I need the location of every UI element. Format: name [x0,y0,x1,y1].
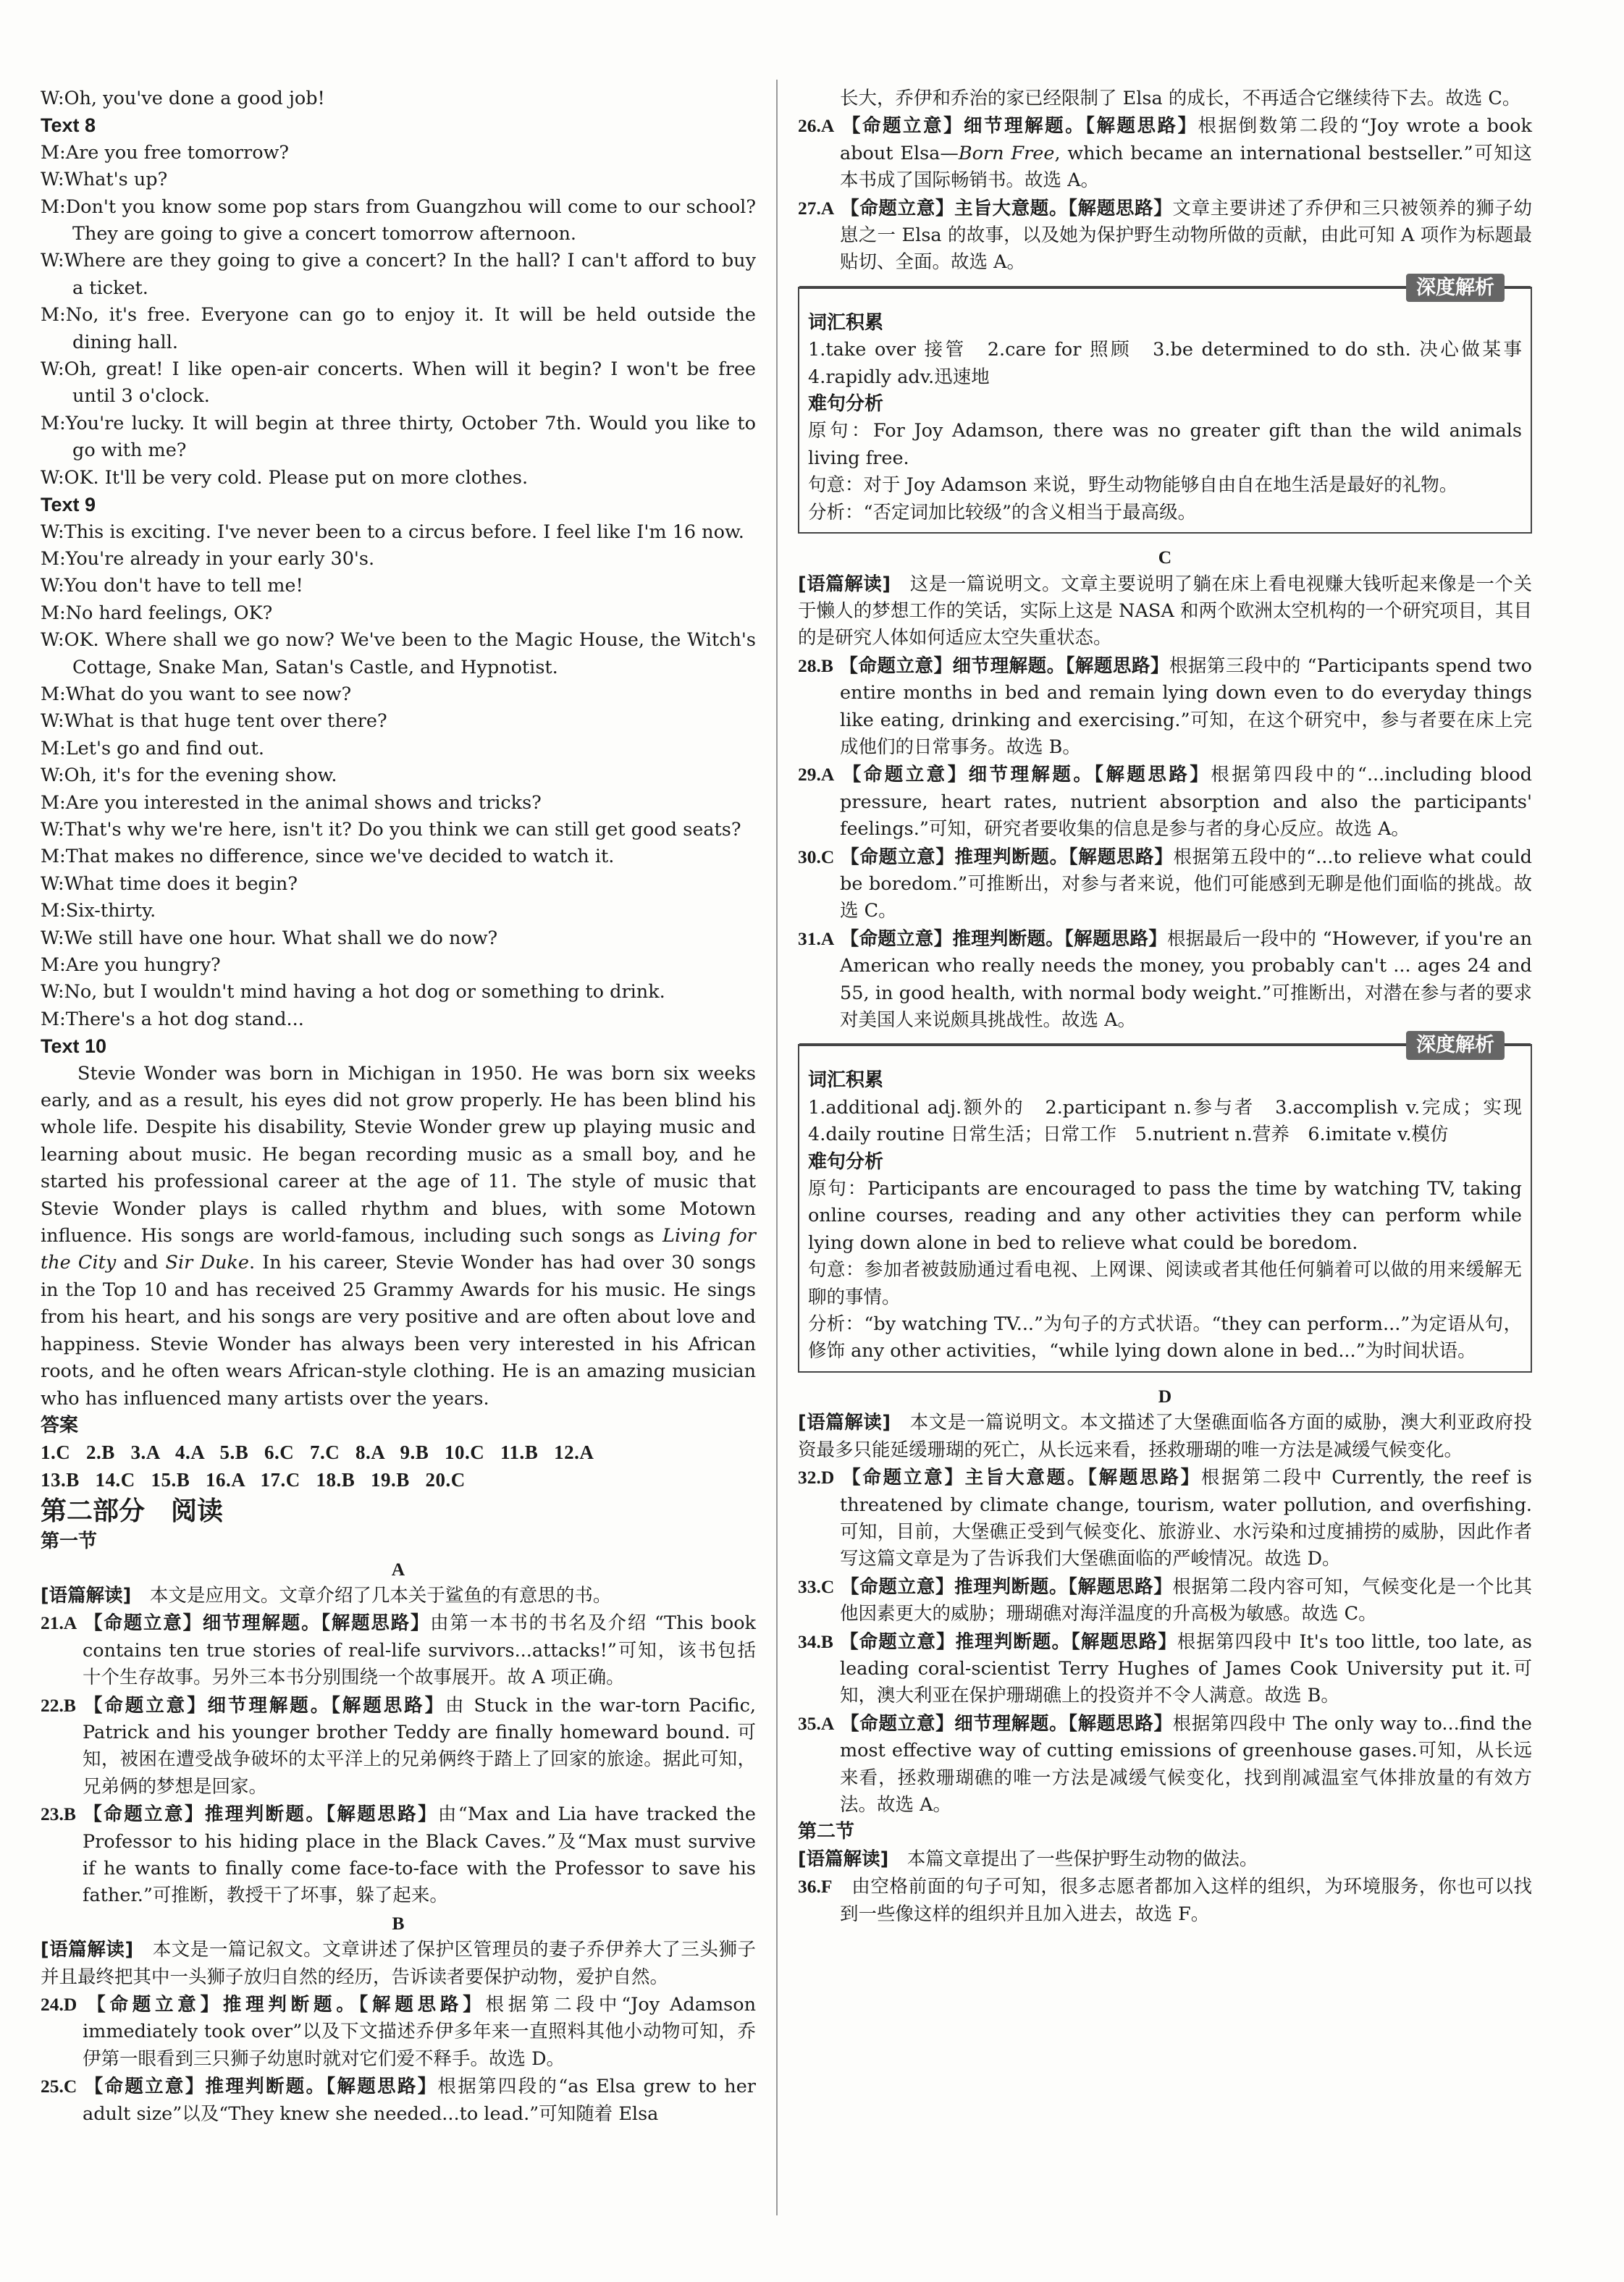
box-title [1406,1031,1505,1059]
dialogue-line: M:Are you interested in the animal shows and tricks? [41,791,542,814]
q-tag: 【命题立意】推理判断题。【解题思路】 [84,2076,438,2098]
q-text: 根据第四段中 The only way to...find the most effective way of cutting emissions of greenhouse gases.可知，从长远来看，拯救珊瑚礁的唯一方法是减缓气候变化，找到削减温室气体排放量的有效方法。故选 A。 [840,1712,1532,1816]
question-25-continued: 长大，乔伊和乔治的家已经限制了 Elsa 的成长，不再适合它继续待下去。故选 C。 [840,88,1521,109]
dialogue-line: M:You're lucky. It will begin at three thirty, October 7th. Would you like to go with me? [41,412,756,462]
q-tag: 【命题立意】主旨大意题。【解题思路】 [841,197,1173,219]
q-text: 根据最后一段中的 “However, if you're an American who really needs the money, you probably can't ... ages 24 and 55, in good health, with normal body weight.”可推断出，对潜在参与者的要求对美国人来说颇具挑战性。故选 A。 [840,927,1532,1031]
song-title-1: Living for the City [41,1225,756,1274]
question-28 [798,652,1532,762]
question-25 [41,2073,756,2128]
passage-D-intro [798,1410,1532,1464]
q-text-2: , which became an international bestseller.”可知这本书成了国际畅销书。故选 A。 [840,142,1533,192]
question-26 [798,112,1532,194]
question-36 [798,1873,1532,1928]
question-34 [798,1628,1532,1710]
text-heading: Text 9 [41,494,96,516]
question-31 [798,925,1532,1035]
sentence-meaning: 句意：对于 Joy Adamson 来说，野生动物能够自由自在地生活是最好的礼物。 [808,474,1458,497]
q-text: 根据第二段内容可知，气候变化是一个比其他因素更大的威胁；珊瑚礁对海洋温度的升高极为敏感。故选 C。 [840,1575,1532,1625]
q-tag: 【命题立意】主旨大意题。【解题思路】 [842,1467,1201,1489]
intro-tag: [语篇解读] [798,1848,889,1870]
dialogue-line: W:We still have one hour. What shall we do now? [41,927,498,949]
dialogue-line: M:There's a hot dog stand... [41,1008,304,1030]
dialogue-line: W:Where are they going to give a concert? In the hall? I can't afford to buy a ticket. [41,250,756,299]
answers-label: 答案 [41,1414,79,1436]
text10-part1: Stevie Wonder was born in Michigan in 1950. He was born six weeks early, and as a result, his eyes did not grow properly. He has been blind his whole life. Despite his disability, Stevie Wonder grew up playing music and learning about music. He began recording music as a small boy, and he started his professional career at the age of 11. The style of music that Stevie Wonder plays is called rhythm and blues, with some Motown influence. His songs are world-famous, including such songs as [41,1062,756,1247]
q-tag: 【命题立意】推理判断题。【解题思路】 [87,1994,486,2016]
book-title: Born Free [958,142,1055,164]
section2-intro [798,1846,1532,1873]
intro-text: 这是一篇说明文。文章主要说明了躺在床上看电视赚大钱听起来像是一个关于懒人的梦想工作的笑话，实际上这是 NASA 和两个欧洲太空机构的一个研究项目，其目的是研究人体如何适应太空失重状态。 [798,573,1532,649]
deep-analysis-box-1 [798,276,1541,534]
q-text: 根据第二段中“Joy Adamson immediately took over”以及下文描述乔伊多年来一直照料其他小动物可知，乔伊第一眼看到三只狮子幼崽时就对它们爱不释手。故选 D。 [83,1994,756,2070]
dialogue-line: W:OK. Where shall we go now? We've been to the Magic House, the Witch's Cottage, Snake Man, Satan's Castle, and Hypnotist. [41,629,756,678]
question-29 [798,761,1532,843]
q-tag: 【命题立意】细节理解题。【解题思路】 [83,1694,446,1717]
question-35 [798,1710,1532,1819]
vocab-text: 1.take over 接管 2.care for 照顾 3.be determined to do sth. 决心做某事 4.rapidly adv.迅速地 [808,339,1541,388]
q-num: 23.B [41,1803,76,1825]
left-column [41,85,756,2128]
right-column [798,85,1541,1928]
q-num: 32.D [798,1467,835,1489]
question-27 [798,195,1532,277]
q-num: 35.A [798,1712,835,1734]
vocab-text: 1.additional adj.额外的 2.participant n.参与者 3.accomplish v.完成；实现 4.daily routine 日常生活；日常工作 5.nutrient n.营养 6.imitate v.模仿 [808,1096,1541,1146]
sentence-meaning: 句意：参加者被鼓励通过看电视、上网课、阅读或者其他任何躺着可以做的用来缓解无聊的事情。 [808,1259,1522,1308]
passage-A-label: A [391,1558,405,1580]
dialogue-line: M:No hard feelings, OK? [41,602,273,624]
box-title [1406,274,1505,302]
box-title-text: 深度解析 [1406,1031,1505,1059]
text10-and: and [116,1252,166,1274]
text-heading: Text 10 [41,1035,107,1058]
dialogue-line: W:Oh, you've done a good job! [41,88,325,109]
q-num: 29.A [798,764,835,786]
q-tag: 【命题立意】推理判断题。【解题思路】 [83,1803,438,1826]
intro-text: 本文是一篇记叙文。文章讲述了保护区管理员的妻子乔伊养大了三头狮子并且最终把其中一头狮子放归自然的经历，告诉读者要保护动物，爱护自然。 [41,1939,756,1988]
passage-D-label: D [1158,1385,1172,1407]
question-30 [798,843,1532,925]
original-sentence: 原句：Participants are encouraged to pass the time by watching TV, taking online courses, reading and any other activities they can perform while lying down alone in bed to relieve what could be boredom. [808,1178,1522,1254]
q-text: 由第一本书的书名及介绍 “This book contains ten true stories of real-life survivors...attacks!”可知，该书包括十个生存故事。另外三本书分别围绕一个故事展开。故 A 项正确。 [83,1612,756,1689]
q-num: 30.C [798,846,835,867]
box-title-text: 深度解析 [1406,274,1505,302]
intro-tag: [语篇解读] [41,1584,132,1607]
q-num: 27.A [798,197,835,219]
dialogue-line: W:What time does it begin? [41,872,298,895]
dialogue-line: W:Oh, great! I like open-air concerts. When will it begin? I won't be free until 3 o'clock. [41,358,756,408]
q-num: 24.D [41,1994,77,2016]
question-24 [41,1991,756,2073]
passage-A-intro [41,1583,756,1609]
text10-passage [41,1061,756,1412]
dialogue-line: W:This is exciting. I've never been to a circus before. I feel like I'm 16 now. [41,521,744,543]
q-num: 28.B [798,654,833,676]
dialogue-line: W:No, but I wouldn't mind having a hot dog or something to drink. [41,981,665,1003]
q-tag: 【命题立意】细节理解题。【解题思路】 [841,1712,1173,1735]
dialogue-line: M:No, it's free. Everyone can go to enjoy it. It will be held outside the dining hall. [41,304,756,353]
sentence-analysis: 分析：“否定词加比较级”的含义相当于最高级。 [808,501,1197,523]
section1-label: 第一节 [41,1531,98,1553]
part2-title: 第二部分 阅读 [41,1496,224,1527]
dialogue-line: W:What is that huge tent over there? [41,710,387,733]
intro-text: 本篇文章提出了一些保护野生动物的做法。 [888,1848,1258,1870]
dialogue-line: W:You don't have to tell me! [41,575,303,597]
question-33 [798,1573,1532,1628]
q-tag: 【命题立意】细节理解题。【解题思路】 [839,654,1169,677]
q-text: 根据第二段中 Currently, the reef is threatened by climate change, tourism, water pollution, and overfishing.可知，目前，大堡礁正受到气候变化、旅游业、水污染和过度捕捞的威胁，因此作者写这篇文章是为了告诉我们大堡礁面临的严峻情况。故选 D。 [840,1467,1532,1570]
q-num: 36.F [798,1876,833,1898]
intro-text: 本文是应用文。文章介绍了几本关于鲨鱼的有意思的书。 [131,1584,612,1607]
dialogue-line: M:Don't you know some pop stars from Guangzhou will come to our school? They are going to give a concert tomorrow afternoon. [41,195,756,245]
dialogue-line: W:What's up? [41,169,168,191]
question-22 [41,1692,756,1801]
q-tag: 【命题立意】细节理解题。【解题思路】 [842,764,1211,786]
dialogue-line: W:OK. It'll be very cold. Please put on more clothes. [41,466,529,489]
vocab-label: 词汇积累 [808,1069,884,1092]
dialogue-line: M:You're already in your early 30's. [41,547,375,570]
question-32 [798,1464,1532,1573]
q-text: 根据第四段中的“...including blood pressure, heart rates, nutrient absorption and also the participants' feelings.”可知，研究者要收集的信息是参与者的身心反应。故选 A。 [840,764,1532,841]
difficult-sentence-label: 难句分析 [808,393,884,416]
intro-tag: [语篇解读] [798,573,891,595]
q-num: 33.C [798,1575,835,1597]
q-tag: 【命题立意】细节理解题。【解题思路】 [841,115,1198,138]
dialogue-line: M:Let's go and find out. [41,737,265,759]
column-divider [776,80,778,2215]
q-num: 21.A [41,1612,77,1634]
dialogue-line: W:Oh, it's for the evening show. [41,765,337,787]
q-tag: 【命题立意】推理判断题。【解题思路】 [841,1575,1173,1598]
q-tag: 【命题立意】推理判断题。【解题思路】 [840,1630,1177,1653]
question-21 [41,1609,756,1691]
q-text: 文章主要讲述了乔伊和三只被领养的狮子幼崽之一 Elsa 的故事，以及她为保护野生动物所做的贡献，由此可知 A 项作为标题最贴切、全面。故选 A。 [840,197,1532,274]
dialogue-line: W:That's why we're here, isn't it? Do you think we can still get good seats? [41,818,741,841]
q-text: 根据第三段中的 “Participants spend two entire months in bed and remain lying down even to do everyday things like eating, drinking and exercising.”可知，在这个研究中，参与者要在床上完成他们的日常事务。故选 B。 [840,654,1532,758]
q-text: 由 Stuck in the war-torn Pacific, Patrick and his younger brother Teddy are finally homeward bound. 可知，被困在遭受战争破坏的太平洋上的兄弟俩终于踏上了回家的旅途。据此可知，兄弟俩的梦想是回家。 [83,1694,756,1798]
passage-B-label: B [392,1912,405,1934]
passage-C-intro [798,571,1532,652]
intro-tag: [语篇解读] [41,1939,134,1961]
q-tag: 【命题立意】细节理解题。【解题思路】 [84,1612,431,1635]
q-tag: 【命题立意】推理判断题。【解题思路】 [840,927,1167,950]
passage-B-intro [41,1937,756,1991]
q-text: 根据倒数第二段的“Joy wrote a book about Elsa— [840,115,1532,164]
intro-tag: [语篇解读] [798,1412,891,1434]
q-text: 根据第四段的“as Elsa grew to her adult size”以及“They knew she needed...to lead.”可知随着 Elsa [83,2076,756,2125]
dialogue-line: M:Are you free tomorrow? [41,141,290,164]
original-sentence: 原句：For Joy Adamson, there was no greater gift than the wild animals living free. [808,420,1522,469]
section2-label: 第二节 [798,1821,855,1843]
q-num: 31.A [798,927,835,949]
q-num: 22.B [41,1694,76,1716]
answers-row-2: 13.B 14.C 15.B 16.A 17.C 18.B 19.B 20.C [41,1468,466,1491]
song-title-2: Sir Duke [165,1252,249,1274]
passage-C-label: C [1158,547,1172,568]
dialogue-line: M:That makes no difference, since we've decided to watch it. [41,846,615,868]
dialogue-line: M:Are you hungry? [41,954,221,976]
q-text: 根据第五段中的“...to relieve what could be boredom.”可推断出，对参与者来说，他们可能感到无聊是他们面临的挑战。故选 C。 [840,846,1532,922]
q-text: 由“Max and Lia have tracked the Professor to his hiding place in the Black Caves.”及“Max must survive if he wants to finally come face-to-face with the Professor to save his father.”可推断，教授干了坏事，躲了起来。 [83,1803,756,1907]
deep-analysis-box-2 [798,1034,1541,1372]
intro-text: 本文是一篇说明文。本文描述了大堡礁面临各方面的威胁，澳大利亚政府投资最多只能延缓珊瑚的死亡，从长远来看，拯救珊瑚的唯一方法是减缓气候变化。 [798,1412,1532,1461]
text10-part2: . In his career, Stevie Wonder has had over 30 songs in the Top 10 and has received 25 Grammy Awards for his music. He sings from his heart, and his songs are very positive and are often about love and happiness. Stevie Wonder has always been very interested in his African roots, and he often wears African-style clothing. He is an amazing musician who has influenced many artists over the years. [41,1252,756,1410]
sentence-analysis: 分析：“by watching TV...”为句子的方式状语。“they can perform...”为定语从句，修饰 any other activities，“while lying down alone in bed...”为时间状语。 [808,1313,1522,1363]
difficult-sentence-label: 难句分析 [808,1150,884,1173]
vocab-label: 词汇积累 [808,311,884,334]
q-text: 由空格前面的句子可知，很多志愿者都加入这样的组织，为环境服务，你也可以找到一些像这样的组织并且加入进去，故选 F。 [832,1876,1532,1925]
listening-transcript [41,85,756,1061]
answers-row-1: 1.C 2.B 3.A 4.A 5.B 6.C 7.C 8.A 9.B 10.C 11.B 12.A [41,1441,594,1464]
dialogue-line: M:What do you want to see now? [41,683,352,705]
q-tag: 【命题立意】推理判断题。【解题思路】 [841,846,1174,868]
q-num: 26.A [798,115,835,137]
question-23 [41,1801,756,1910]
q-text: 根据第四段中 It's too little, too late, as leading coral-scientist Terry Hughes of James Cook University put it.可知，澳大利亚在保护珊瑚礁上的投资并不令人满意。故选 B。 [840,1630,1532,1707]
dialogue-line: M:Six-thirty. [41,900,156,922]
q-num: 25.C [41,2076,77,2097]
text-heading: Text 8 [41,114,96,137]
q-num: 34.B [798,1630,833,1652]
